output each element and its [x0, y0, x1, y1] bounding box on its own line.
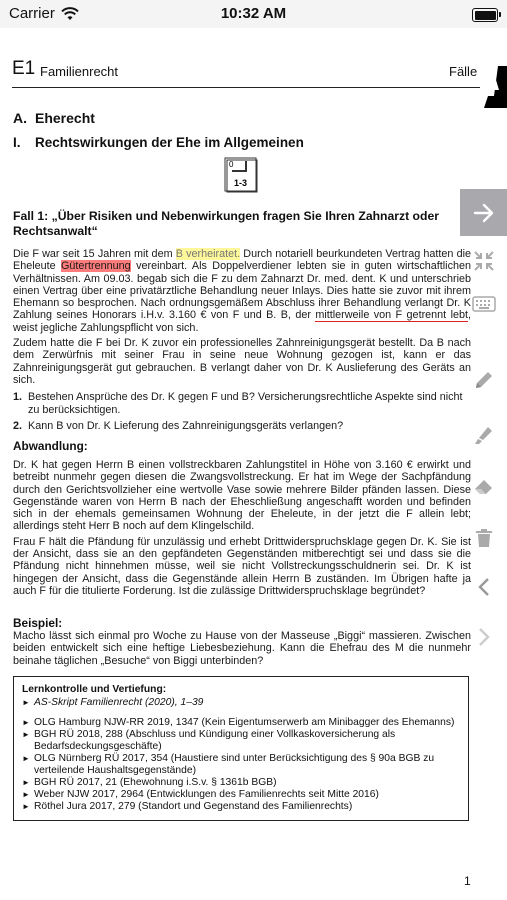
clock: 10:32 AM	[220, 5, 287, 22]
book-icon-top: 0	[229, 160, 234, 169]
question-list	[13, 391, 471, 432]
document-page	[0, 28, 507, 900]
battery-icon	[472, 8, 498, 22]
list-item: ► Weber NJW 2017, 2964 (Entwicklungen des Familienrechts seit Mitte 2016)	[22, 789, 460, 801]
arrow-right-icon	[473, 203, 495, 223]
chapter-code: E1	[12, 58, 36, 79]
section-heading-1: I. Rechtswirkungen der Ehe im Allgemeinen	[13, 135, 304, 150]
list-item: ► BGH RÜ 2017, 21 (Ehewohnung i.S.v. § 1361b BGB)	[22, 777, 460, 789]
pencil-button[interactable]	[460, 362, 507, 398]
lernkontrolle-box	[13, 676, 469, 821]
chapter-title: Familienrecht	[40, 64, 119, 79]
page-number: 1	[464, 874, 471, 888]
abwandlung-heading: Abwandlung:	[13, 439, 88, 453]
carrier-label: Carrier	[9, 5, 55, 22]
beispiel-heading: Beispiel:	[13, 616, 63, 630]
previous-button[interactable]	[460, 569, 507, 605]
list-item: ► BGH RÜ 2018, 288 (Abschluss und Kündigung einer Vollkaskoversicherung als Bedarfsdeckungsgeschäfte)	[22, 729, 460, 753]
underline-red[interactable]: mittlerweile von F getrennt lebt	[315, 309, 468, 322]
delete-button[interactable]	[460, 520, 507, 556]
keyboard-icon	[472, 296, 496, 312]
lernkontrolle-title: Lernkontrolle und Vertiefung:	[22, 684, 167, 695]
publisher-logo-icon	[484, 66, 507, 108]
beispiel-body: Macho lässt sich einmal pro Woche zu Hause von der Masseuse „Biggi“ massieren. Zwischen beiden entwickelt sich eine heftige Liebesbeziehung. Kann die Ehefrau des M die nunmehr beinahe täglichen „Besuche“ von Biggi unterbinden?	[13, 630, 471, 667]
case-paragraph-1: Die F war seit 15 Jahren mit dem B verheiratet. Durch notariell beurkundeten Vertrag hatten die Eheleute Gütertrennung vereinbart. Als Doppelverdiener lebten sie in guten wirtschaftlichen Verhältnissen. Am 09.03. begab sich die F zu dem Zahnarzt Dr. med. dent. K und unterschrieb einen Vertrag über eine privatärztliche Behandlung neuer Inlays. Dies hatte sie zuvor mit ihrem Ehemann so besprochen. Nach ordnungsgemäßem Abschluss ihrer Behandlung verlangt Dr. K Zahlung seines Honorars i.H.v. 3.160 € von F und B. B, der mittlerweile von F getrennt lebt, weist jegliche Zahlungspflicht von sich.	[13, 248, 471, 334]
trash-icon	[475, 528, 493, 548]
abwandlung-paragraph-1: Dr. K hat gegen Herrn B einen vollstreckbaren Zahlungstitel in Höhe von 3.160 € erwirkt und betreibt nunmehr gegen diesen die Zwangsvollstreckung. Er hat im Wege der Sachpfändung durch den Gerichtsvollzieher eine wertvolle Vase sowie mehrere Bilder pfänden lassen. Diese Gegenstände waren von Herrn B nach der Eheschließung angeschafft worden und befinden sich in der ehemals gemeinsamen Wohnung der Eheleute, in der jetzt die F allein lebt; allerdings steht Herr B noch auf dem Klingelschild.	[13, 459, 471, 533]
collapse-button[interactable]	[460, 237, 507, 284]
case-body	[13, 248, 471, 436]
question-item: 2. Kann B von Dr. K Lieferung des Zahnreinigungsgeräts verlangen?	[13, 419, 344, 432]
list-item: ► OLG Hamburg NJW-RR 2019, 1347 (Kein Eigentumserwerb am Minibagger des Ehemanns)	[22, 717, 460, 729]
chevron-right-icon	[477, 627, 491, 647]
section-heading-a: A. Eherecht	[13, 110, 95, 126]
question-item: 1. Bestehen Ansprüche des Dr. K gegen F und B? Versicherungsrechtliche Aspekte sind nicht zu berücksichtigen.	[13, 391, 463, 416]
keyboard-button[interactable]	[460, 289, 507, 319]
highlighter-icon	[473, 424, 495, 446]
collapse-icon	[473, 250, 495, 272]
list-item: ► Röthel Jura 2017, 279 (Standort und Gegenstand des Familienrechts)	[22, 801, 460, 813]
list-item: ► AS-Skript Familienrecht (2020), 1–39	[22, 697, 460, 709]
eraser-icon	[473, 476, 495, 496]
chevron-left-icon	[477, 577, 491, 597]
case-title: Fall 1: „Über Risiken und Nebenwirkungen fragen Sie Ihren Zahnarzt oder Rechtsanwalt“	[13, 209, 439, 238]
header-divider	[12, 87, 480, 88]
pencil-icon	[473, 369, 495, 391]
highlight-red[interactable]: Gütertrennung	[61, 260, 131, 273]
lernkontrolle-list	[22, 697, 460, 813]
header-right-label: Fälle	[449, 64, 478, 79]
case-paragraph-2: Zudem hatte die F bei Dr. K zuvor ein professionelles Zahnreinigungsgerät bestellt. Da B nach dem Zerwürfnis mit seiner Frau in seine neue Wohnung gezogen ist, kann er das Zahnreinigungsgerät gut gebrauchen. B verlangt daher von Dr. K Auslieferung des Geräts an sich.	[13, 337, 471, 386]
abwandlung-paragraph-2: Frau F hält die Pfändung für unzulässig und erhebt Drittwiderspruchsklage gegen Dr. K. Sie ist der Ansicht, dass sie an den gepfändeten Gegenständen mitberechtigt sei und dass sie die Pfändung nicht hinnehmen müsse, weil sie nicht Vollstreckungsschuldnerin sei. Dr. K ist hingegen der Ansicht, dass die Gegenstände allein Herrn B zuständen. Im Übrigen hafte ja auch F für die titulierte Forderung. Ist die zulässige Drittwiderspruchsklage begründet?	[13, 535, 471, 597]
book-reference-icon[interactable]	[224, 157, 258, 193]
list-item: ► OLG Nürnberg RÜ 2017, 354 (Haustiere sind unter Berücksichtigung des § 90a BGB zu verteilende Haushaltsgegenstände)	[22, 753, 460, 777]
eraser-button[interactable]	[460, 468, 507, 504]
abwandlung-body	[13, 459, 471, 597]
highlight-yellow[interactable]: B verheiratet.	[175, 248, 241, 260]
highlighter-button[interactable]	[460, 417, 507, 453]
arrow-right-button[interactable]	[460, 189, 507, 236]
next-button[interactable]	[460, 619, 507, 655]
book-icon-bottom: 1-3	[234, 178, 248, 188]
status-bar	[0, 0, 507, 28]
